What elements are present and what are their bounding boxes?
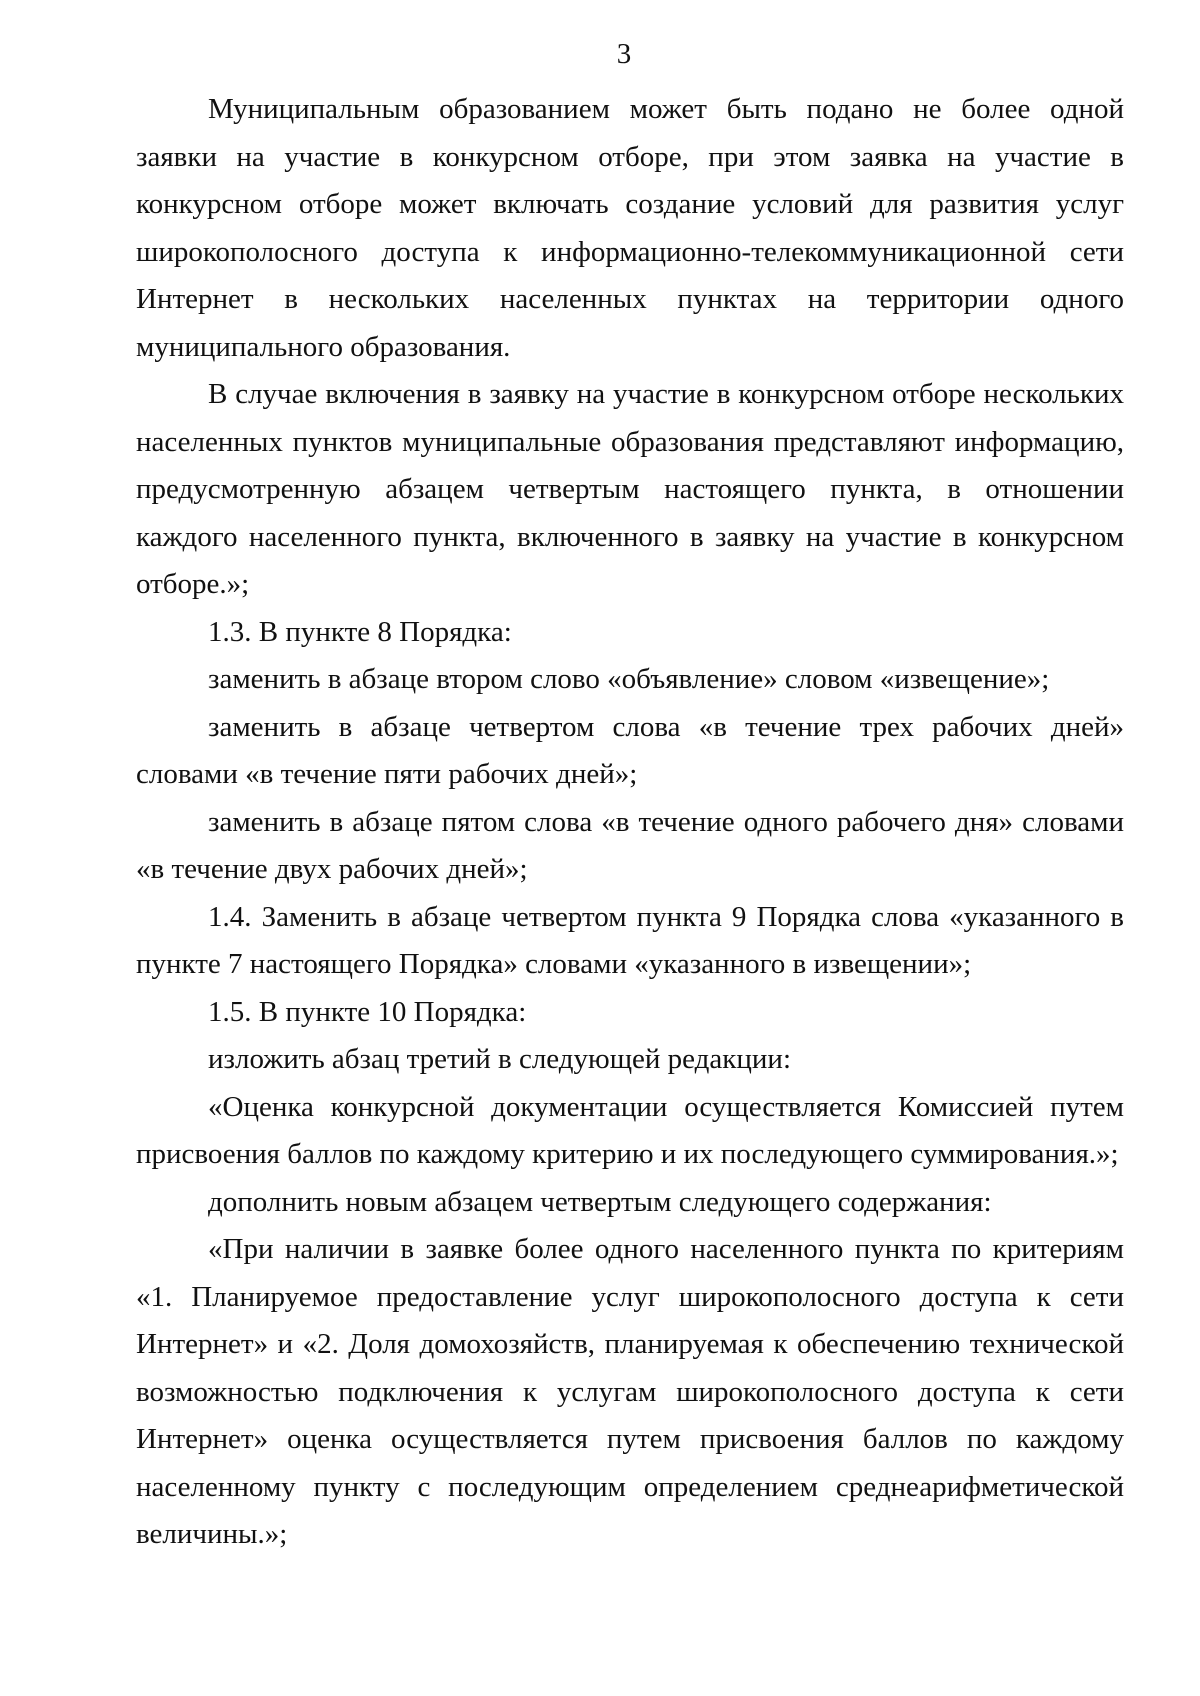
- document-body: [136, 86, 1124, 1559]
- paragraph: В случае включения в заявку на участие в конкурсном отборе нескольких населенных пунктов муниципальные образования представляют информацию, предусмотренную абзацем четвертым настоящего пункта, в отношении каждого населенного пункта, включенного в заявку на участие в конкурсном отборе.»;: [136, 378, 1124, 600]
- paragraph: «Оценка конкурсной документации осуществляется Комиссией путем присвоения баллов по каждому критерию и их последующего суммирования.»;: [136, 1090, 1124, 1170]
- paragraph: Муниципальным образованием может быть подано не более одной заявки на участие в конкурсном отборе, при этом заявка на участие в конкурсном отборе может включать создание условий для развития услуг широкополосного доступа к информационно-телекоммуникационной сети Интернет в нескольких населенных пунктах на территории одного муниципального образования.: [136, 93, 1124, 363]
- paragraph: «При наличии в заявке более одного населенного пункта по критериям «1. Планируемое предоставление услуг широкополосного доступа к сети Интернет» и «2. Доля домохозяйств, планируемая к обеспечению технической возможностью подключения к услугам широкополосного доступа к сети Интернет» оценка осуществляется путем присвоения баллов по каждому населенному пункту с последующим определением среднеарифметической величины.»;: [136, 1233, 1124, 1550]
- paragraph: заменить в абзаце пятом слова «в течение одного рабочего дня» словами «в течение двух рабочих дней»;: [136, 805, 1124, 885]
- paragraph: дополнить новым абзацем четвертым следующего содержания:: [208, 1185, 992, 1218]
- paragraph: заменить в абзаце втором слово «объявление» словом «извещение»;: [208, 663, 1050, 695]
- paragraph: изложить абзац третий в следующей редакции:: [208, 1043, 792, 1075]
- paragraph: заменить в абзаце четвертом слова «в течение трех рабочих дней» словами «в течение пяти рабочих дней»;: [136, 710, 1124, 790]
- page-number: 3: [616, 38, 632, 70]
- paragraph: 1.3. В пункте 8 Порядка:: [208, 615, 512, 648]
- paragraph: 1.5. В пункте 10 Порядка:: [208, 995, 527, 1028]
- paragraph: 1.4. Заменить в абзаце четвертом пункта 9 Порядка слова «указанного в пункте 7 настоящего Порядка» словами «указанного в извещении»;: [136, 900, 1124, 980]
